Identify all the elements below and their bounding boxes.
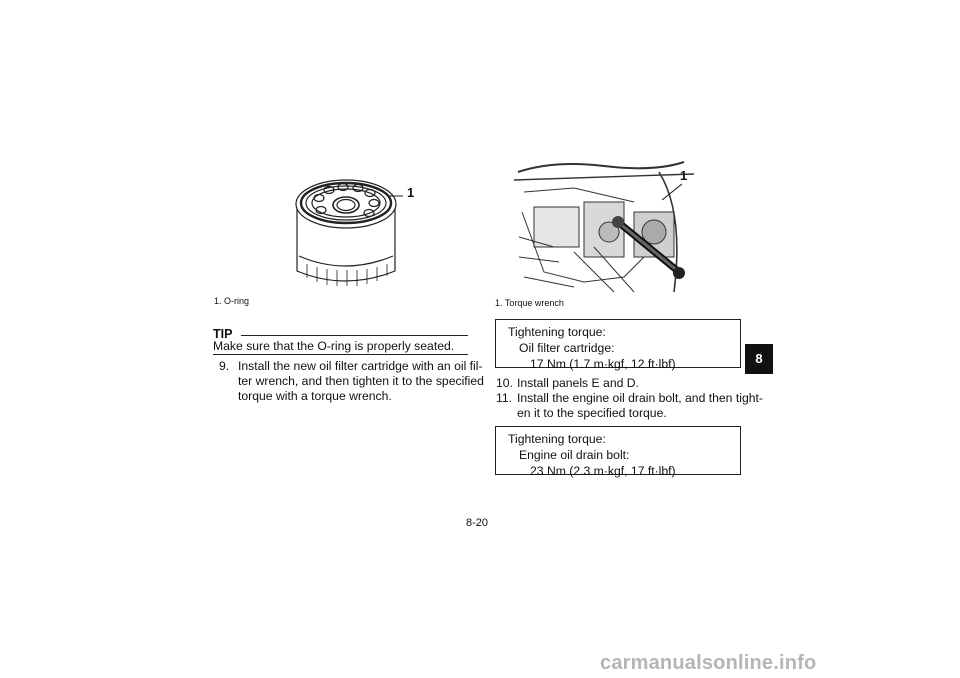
torque-wrench-photo: [514, 152, 694, 297]
step-11: [496, 391, 763, 423]
oil-filter-illustration: [285, 166, 415, 290]
spec-title: Tightening torque:: [508, 325, 606, 339]
step-9-line-1: Install the new oil filter cartridge with an oil fil-: [238, 359, 483, 373]
step-11-line-1: Install the engine oil drain bolt, and then tight-: [517, 391, 763, 405]
step-10: [496, 376, 746, 392]
spec-item: Engine oil drain bolt:: [519, 448, 630, 462]
tip-bottom-rule: [213, 354, 468, 355]
tip-heading: TIP: [213, 327, 233, 341]
torque-spec-drain-bolt: [495, 426, 741, 478]
step-9-line-3: torque with a torque wrench.: [238, 389, 392, 403]
tip-text: Make sure that the O-ring is properly seated.: [213, 339, 455, 353]
figure-callout-o-ring: 1: [407, 185, 415, 200]
watermark: carmanualsonline.info: [600, 652, 817, 674]
step-10-number: 10.: [496, 376, 513, 390]
step-9-line-2: ter wrench, and then tighten it to the specified: [238, 374, 484, 388]
step-9: [219, 359, 484, 407]
torque-spec-oil-filter: [495, 319, 741, 371]
chapter-tab: 8: [745, 344, 773, 374]
step-11-number: 11.: [496, 391, 513, 405]
figure-callout-torque-wrench: 1: [680, 168, 688, 183]
step-9-number: 9.: [219, 359, 230, 373]
figure-caption-torque-wrench: 1. Torque wrench: [495, 298, 564, 308]
tip-top-rule: [241, 335, 468, 336]
spec-title: Tightening torque:: [508, 432, 606, 446]
spec-value: 17 Nm (1.7 m·kgf, 12 ft·lbf): [530, 357, 676, 371]
step-10-text: Install panels E and D.: [517, 376, 639, 390]
page-number: 8-20: [466, 517, 489, 529]
spec-item: Oil filter cartridge:: [519, 341, 615, 355]
step-11-line-2: en it to the specified torque.: [517, 406, 667, 420]
figure-caption-o-ring: 1. O-ring: [214, 296, 250, 306]
spec-value: 23 Nm (2.3 m·kgf, 17 ft·lbf): [530, 464, 676, 478]
